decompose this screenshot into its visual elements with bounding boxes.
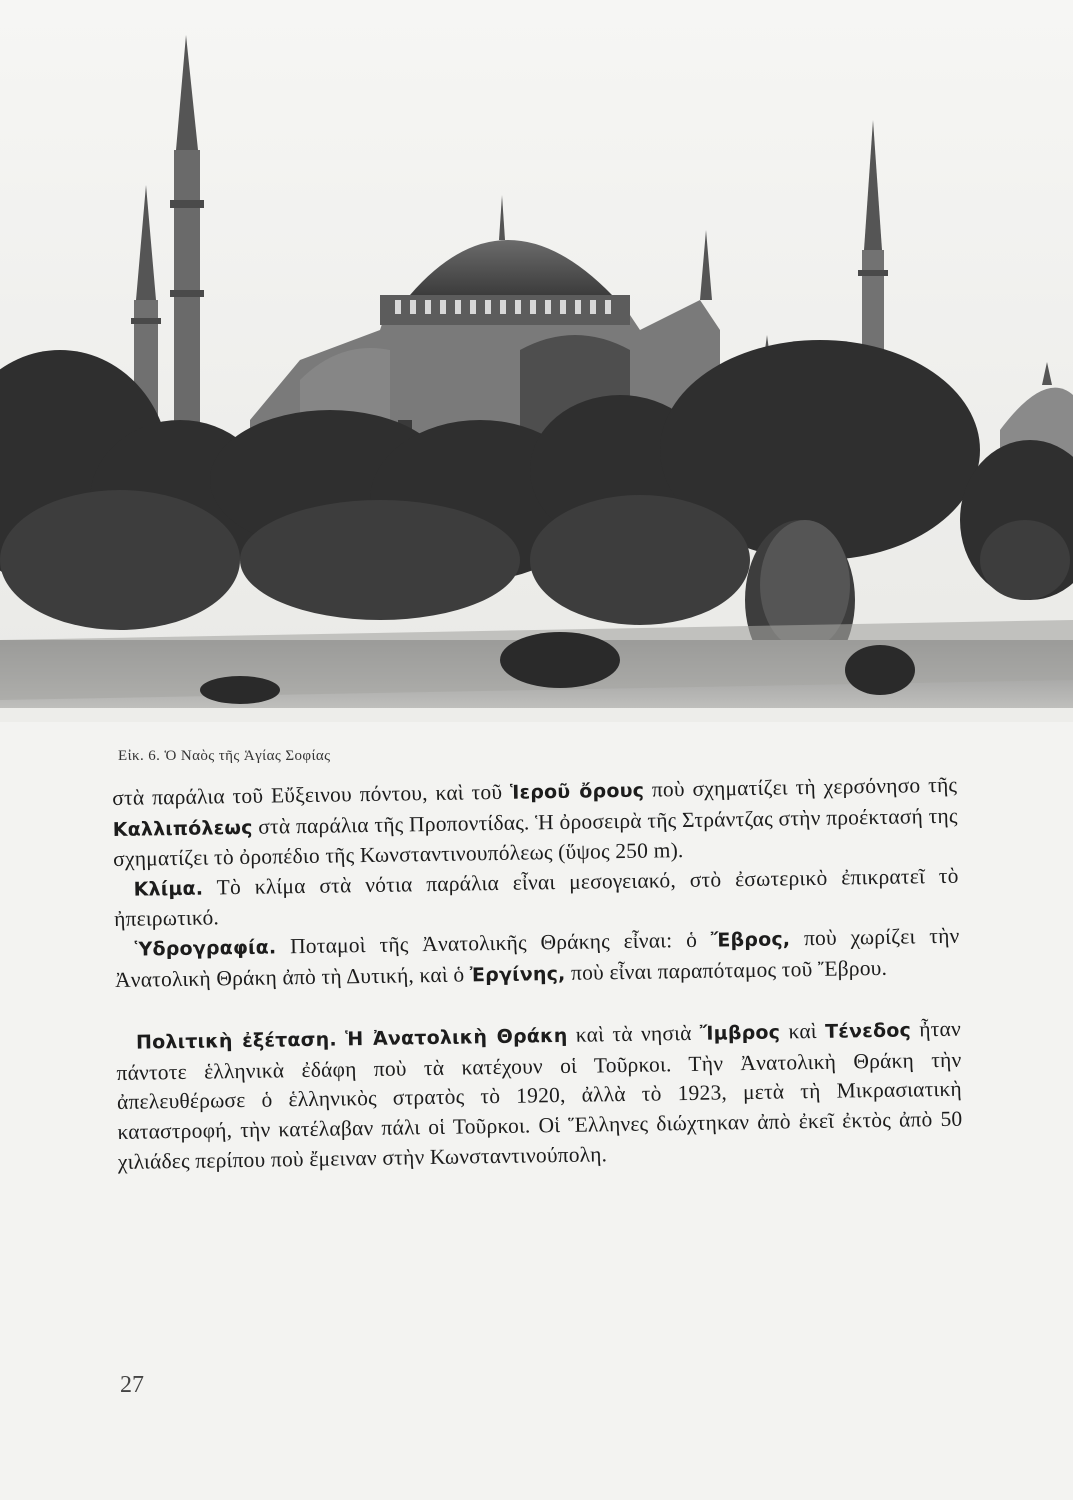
body-text (112, 771, 963, 1177)
text-run: ποὺ χωρίζει τὴν Ἀνατολικὴ Θράκη ἀπὸ τὴ Δυτική, καὶ ὁ (114, 923, 960, 992)
paragraph-intro (112, 771, 958, 875)
text-run: ἦταν πάντοτε ἑλληνικὰ ἐδάφη ποὺ τὰ κατέχουν οἱ Τοῦρκοι. Τὴν Ἀνατολικὴ Θράκη τὴν ἀπελευθέρωσε ὁ ἑλληνικὸς στρατὸς τὸ 1920, ἀλλὰ τὸ 1923, μετὰ τὴ Μικρασιατικὴ καταστροφή, τὴν κατέλαβαν πάλι οἱ Τοῦρκοι. Οἱ Ἕλληνες διώχτηκαν ἀπὸ ἐκεῖ ἐκτὸς ἀπὸ 50 χιλιάδες περίπου ποὺ ἔμειναν στὴν Κωνσταντινούπολη. (116, 1016, 963, 1174)
heading-political: Πολιτικὴ ἐξέταση. (135, 1028, 338, 1054)
term-kallipoleos: Καλλιπόλεως (112, 816, 253, 841)
figure-caption: Εἰκ. 6. Ὁ Ναὸς τῆς Ἁγίας Σοφίας (118, 748, 331, 764)
page-number: 27 (120, 1372, 144, 1398)
term-imvros: Ἴμβρος (699, 1021, 781, 1045)
text-run: στὰ παράλια τῆς Προποντίδας. Ἡ ὀροσειρὰ τῆς Στράντζας στὴν προέκτασή της σχηματίζει τὸ ὀροπέδιο τῆς Κωνσταντινουπόλεως (ὕψος 250 m). (112, 803, 958, 872)
text-run: Τὸ κλίμα στὰ νότια παράλια εἶναι μεσογειακό, στὸ ἐσωτερικὸ ἐπικρατεῖ τὸ ἠπειρωτικό. (113, 863, 959, 932)
term-erginis: Ἐργίνης, (469, 962, 566, 986)
text-run: Ποταμοὶ τῆς Ἀνατολικῆς Θράκης εἶναι: ὁ (276, 927, 712, 959)
term-evros: Ἔβρος, (710, 928, 791, 952)
text-run: στὰ παράλια τοῦ Εὔξεινου πόντου, καὶ τοῦ (112, 779, 511, 810)
hagia-sophia-photo (0, 0, 1073, 722)
heading-climate: Κλίμα. (133, 877, 204, 901)
heading-hydrography: Ὑδρογραφία. (134, 936, 277, 961)
text-run: ποὺ σχηματίζει τὴ χερσόνησο τῆς (643, 772, 958, 802)
text-run: ποὺ εἶναι παραπόταμος τοῦ Ἔβρου. (565, 955, 888, 985)
term-eastern-thrace: Ἡ Ἀνατολικὴ Θράκη (344, 1025, 568, 1051)
paragraph-hydrography (114, 922, 960, 996)
term-tenedos: Τένεδος (824, 1019, 912, 1043)
paragraph-political (116, 1015, 963, 1177)
text-run: καὶ (779, 1018, 826, 1044)
text-run: καὶ τὰ νησιὰ (567, 1020, 701, 1048)
term-ieron-oros: Ἱεροῦ ὄρους (509, 779, 645, 804)
